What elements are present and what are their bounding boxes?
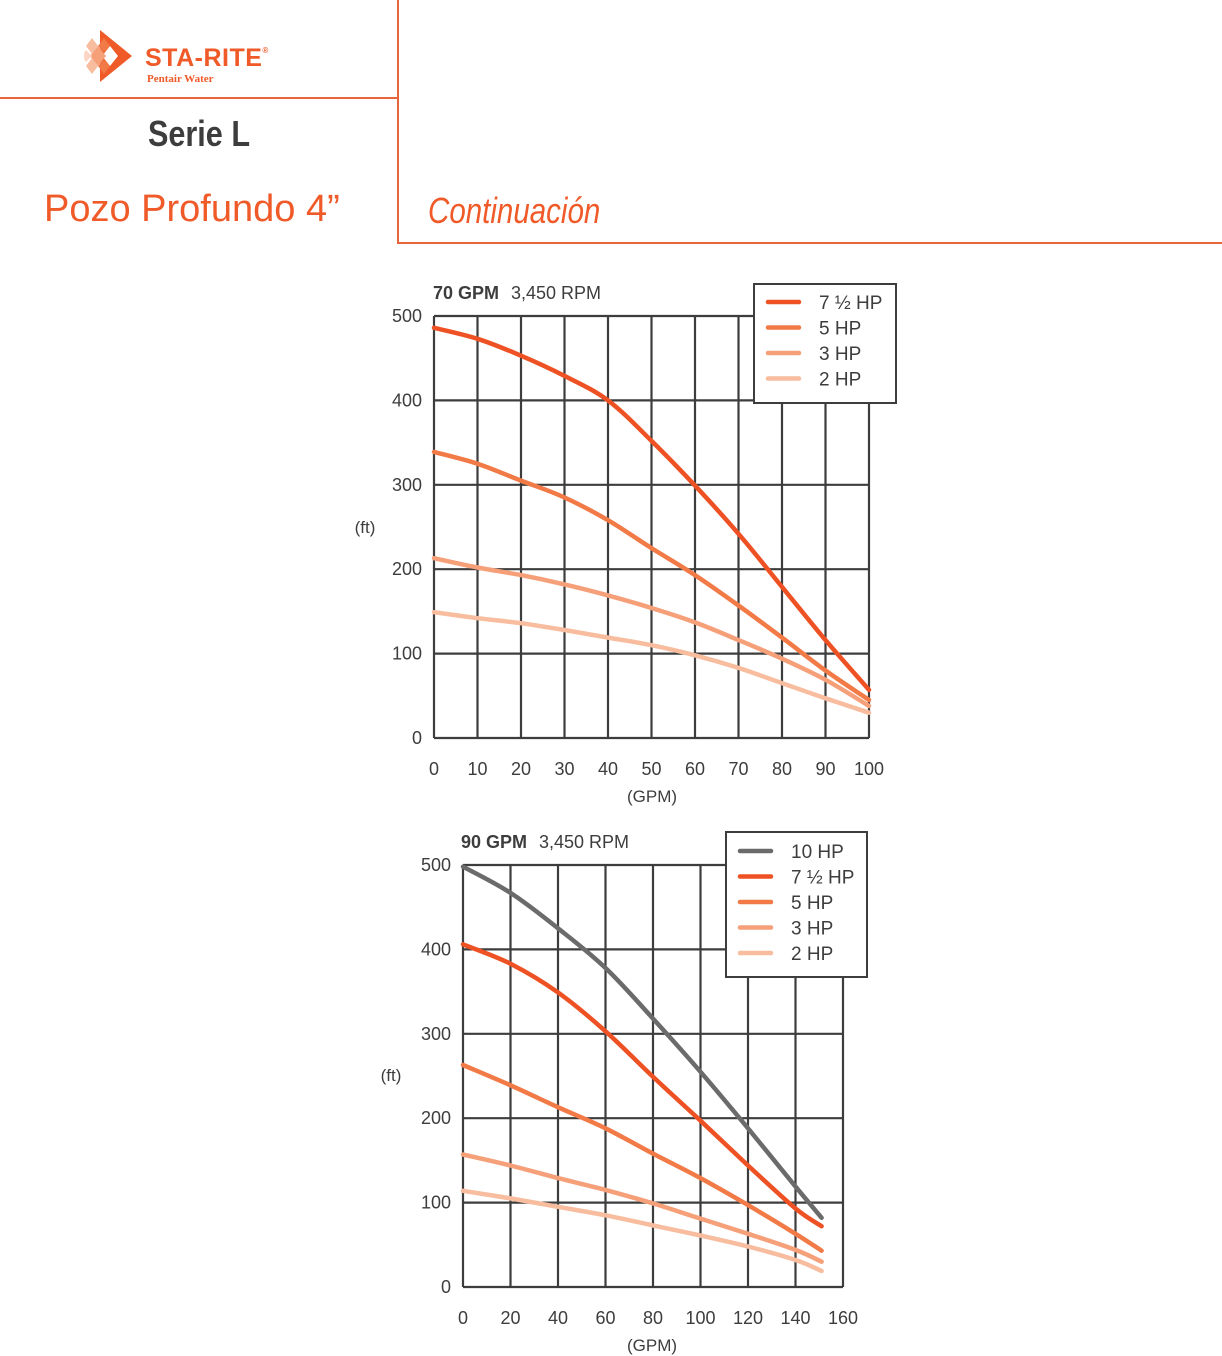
chart-subtitle: 3,450 RPM bbox=[511, 283, 602, 303]
x-tick-label: 90 bbox=[815, 759, 836, 779]
y-tick-label: 500 bbox=[420, 855, 451, 875]
x-tick-label: 100 bbox=[853, 759, 885, 779]
x-tick-label: 0 bbox=[457, 1308, 469, 1328]
legend-label: 5 HP bbox=[819, 318, 862, 340]
legend-label: 10 HP bbox=[791, 842, 844, 863]
x-tick-label: 0 bbox=[428, 759, 440, 779]
x-tick-label: 70 bbox=[728, 759, 749, 779]
x-tick-label: 10 bbox=[467, 759, 488, 779]
x-tick-label: 20 bbox=[510, 759, 532, 779]
chart-title: 90 GPM bbox=[461, 832, 528, 852]
y-tick-label: 500 bbox=[391, 306, 422, 326]
y-axis-label: (ft) bbox=[354, 518, 376, 537]
chart-title: 70 GPM bbox=[433, 283, 500, 303]
x-tick-label: 100 bbox=[685, 1308, 716, 1328]
y-tick-label: 300 bbox=[420, 1023, 451, 1044]
x-tick-label: 40 bbox=[547, 1308, 569, 1328]
legend-label: 7 ½ HP bbox=[819, 293, 883, 314]
x-axis-label: (GPM) bbox=[626, 1336, 678, 1355]
x-tick-label: 80 bbox=[771, 759, 793, 779]
y-tick-label: 0 bbox=[440, 1277, 451, 1297]
continuation-label: Continuación bbox=[428, 190, 601, 231]
y-tick-label: 400 bbox=[391, 390, 422, 411]
x-tick-label: 50 bbox=[641, 759, 662, 779]
legend-label: 3 HP bbox=[791, 918, 834, 940]
legend-label: 3 HP bbox=[819, 344, 862, 365]
y-tick-label: 300 bbox=[391, 474, 422, 495]
series-title: Serie L bbox=[147, 113, 251, 154]
series-line-3-hp bbox=[463, 1155, 822, 1262]
series-line-7-hp bbox=[463, 944, 822, 1226]
legend-label: 5 HP bbox=[791, 893, 834, 914]
x-axis-label: (GPM) bbox=[626, 787, 678, 806]
x-tick-label: 140 bbox=[780, 1308, 811, 1328]
x-tick-label: 60 bbox=[595, 1308, 616, 1328]
product-title: Pozo Profundo 4” bbox=[44, 188, 340, 230]
chart-subtitle: 3,450 RPM bbox=[539, 832, 630, 852]
y-tick-label: 200 bbox=[420, 1108, 451, 1129]
x-tick-label: 60 bbox=[684, 759, 706, 779]
y-tick-label: 400 bbox=[420, 939, 451, 960]
x-tick-label: 80 bbox=[642, 1308, 664, 1328]
brand-subtitle: Pentair Water bbox=[147, 73, 214, 85]
y-tick-label: 100 bbox=[391, 643, 422, 664]
legend-label: 2 HP bbox=[819, 369, 862, 391]
legend-label: 2 HP bbox=[791, 944, 834, 965]
y-axis-label: (ft) bbox=[380, 1066, 402, 1085]
y-tick-label: 200 bbox=[391, 559, 422, 580]
y-tick-label: 100 bbox=[420, 1192, 451, 1213]
brand-name: STA-RITE® bbox=[145, 44, 269, 72]
x-tick-label: 160 bbox=[827, 1308, 859, 1328]
y-tick-label: 0 bbox=[411, 728, 422, 748]
legend-label: 7 ½ HP bbox=[791, 867, 855, 889]
x-tick-label: 40 bbox=[597, 759, 619, 779]
x-tick-label: 20 bbox=[500, 1308, 521, 1328]
x-tick-label: 120 bbox=[732, 1308, 764, 1328]
x-tick-label: 30 bbox=[554, 759, 575, 779]
